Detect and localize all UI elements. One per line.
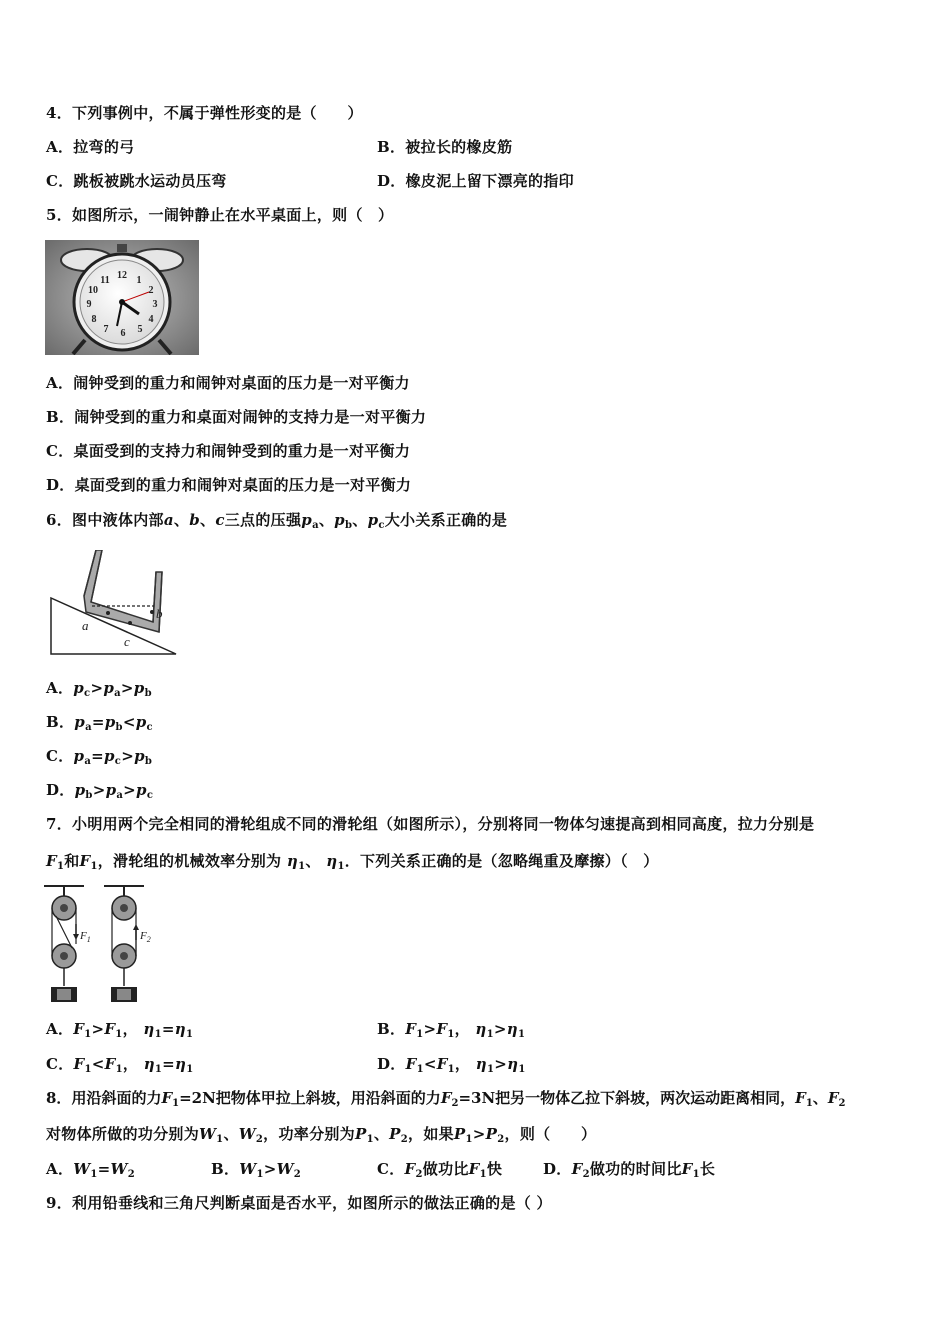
q4-option-c: C．跳板被跳水运动员压弯 (46, 172, 227, 190)
q5-stem: 5．如图所示，一闹钟静止在水平桌面上，则（ ） (46, 206, 394, 224)
q8-stem-line2: 对物体所做的功分别为$W_1$、$W_2$，功率分别为$P_1$、$P_2$，如果$P_1>P_2$，则（ ） (46, 1125, 597, 1145)
svg-text:F1 (79, 930, 91, 944)
clock-num-10: 10 (88, 285, 98, 296)
clock-num-5: 5 (137, 324, 143, 335)
q9-stem: 9．利用铅垂线和三角尺判断桌面是否水平，如图所示的做法正确的是（ ） (46, 1194, 552, 1212)
q8-option-c: C．$F_2$做功比$F_1$快 (377, 1160, 503, 1180)
q5-option-a: A．闹钟受到的重力和闹钟对桌面的压力是一对平衡力 (46, 374, 410, 392)
q8-option-d: D．$F_2$做功的时间比$F_1$长 (543, 1160, 716, 1180)
q6-option-b: B．$p_a=p_b<p_c$ (46, 713, 153, 733)
q5-option-b: B．闹钟受到的重力和桌面对闹钟的支持力是一对平衡力 (46, 408, 427, 426)
clock-num-4: 4 (148, 314, 154, 325)
q4-option-d: D．橡皮泥上留下漂亮的指印 (377, 172, 574, 190)
q6-option-a: A．$p_c>p_a>p_b$ (46, 679, 152, 699)
q6-stem: 6．图中液体内部a、b、c三点的压强$p_a$、$p_b$、$p_c$大小关系正确的是 (46, 511, 508, 531)
alarm-clock-figure (45, 240, 199, 355)
clock-num-11: 11 (100, 275, 110, 286)
pulley-system-2 (111, 886, 151, 1002)
q8-option-a: A．$W_1=W_2$ (46, 1160, 135, 1180)
fig-f2-label: F (140, 930, 147, 942)
u-tube-incline-figure (48, 550, 180, 658)
q8-stem-line1: 8．用沿斜面的力$F_1=2N$把物体甲拉上斜坡，用沿斜面的力$F_2=3N$把另一物体乙拉下斜坡，两次运动距离相同，$F_1$、$F_2$ (46, 1089, 846, 1109)
pulley-systems-figure (42, 884, 162, 1006)
fig-label-b: b (156, 606, 163, 621)
clock-num-6: 6 (120, 328, 126, 339)
fig-f1-sub: 1 (86, 935, 91, 944)
q7-stem-line2: $F_1$和$F_1$，滑轮组的机械效率分别为 $\eta_1$、 $\eta_1$．下列关系正确的是（忽略绳重及摩擦）（ ） (46, 852, 659, 872)
fig-f1-label: F (80, 930, 87, 942)
q7-option-a: A．$F_1>F_1$， $\eta_1=\eta_1$ (46, 1020, 194, 1040)
q8-option-b: B．$W_1>W_2$ (211, 1160, 301, 1180)
svg-text:F2 (139, 930, 151, 944)
clock-num-8: 8 (91, 314, 97, 325)
fig-label-a: a (82, 618, 89, 633)
clock-num-9: 9 (86, 299, 92, 310)
q5-option-c: C．桌面受到的支持力和闹钟受到的重力是一对平衡力 (46, 442, 411, 460)
q7-stem-line1: 7．小明用两个完全相同的滑轮组成不同的滑轮组（如图所示），分别将同一物体匀速提高到相同高度，拉力分别是 (46, 815, 815, 833)
fig-f2-sub: 2 (146, 935, 151, 944)
clock-num-1: 1 (136, 275, 142, 286)
q6-option-d: D．$p_b>p_a>p_c$ (46, 781, 154, 801)
clock-num-12: 12 (117, 270, 127, 281)
fig-label-c: c (124, 634, 130, 649)
q7-option-d: D．$F_1<F_1$， $\eta_1>\eta_1$ (377, 1055, 526, 1075)
q4-stem: 4．下列事例中，不属于弹性形变的是（ ） (46, 104, 363, 122)
clock-num-2: 2 (148, 285, 154, 296)
clock-num-3: 3 (152, 299, 158, 310)
clock-num-7: 7 (103, 324, 109, 335)
q4-option-b: B．被拉长的橡皮筋 (377, 138, 513, 156)
q6-option-c: C．$p_a=p_c>p_b$ (46, 747, 153, 767)
q7-option-c: C．$F_1<F_1$， $\eta_1=\eta_1$ (46, 1055, 194, 1075)
q5-option-d: D．桌面受到的重力和闹钟对桌面的压力是一对平衡力 (46, 476, 412, 494)
pulley-system-1 (51, 886, 91, 1002)
q4-option-a: A．拉弯的弓 (46, 138, 135, 156)
q7-option-b: B．$F_1>F_1$， $\eta_1>\eta_1$ (377, 1020, 526, 1040)
